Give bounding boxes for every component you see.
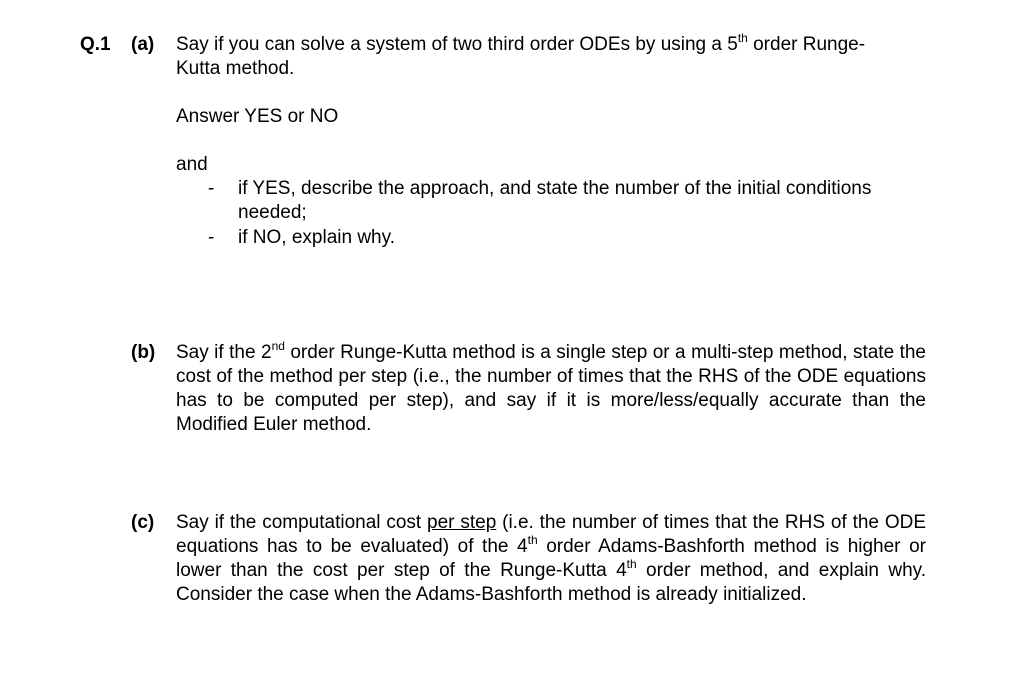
part-c-question: [176, 511, 926, 607]
bullet-text-no: if NO, explain why.: [238, 227, 395, 248]
part-b-question: [176, 338, 927, 437]
part-a-line-1-sup: th: [737, 30, 748, 45]
part-a-label: (a): [131, 34, 155, 55]
part-a-question: [176, 30, 926, 81]
part-b-label: (b): [131, 342, 156, 363]
bullet-text-yes: if YES, describe the approach, and state the number of the initial conditions needed;: [238, 178, 872, 223]
part-b-pre: Say if the 2: [176, 342, 272, 363]
part-c-pre: Say if the computational cost: [176, 512, 428, 533]
part-a-line-1: [176, 30, 926, 57]
and-text: and: [176, 154, 208, 175]
part-b-sup: nd: [271, 338, 285, 353]
question-number: Q.1: [80, 34, 111, 55]
part-c-mid-2: order Adams-Bashforth method is higher or lower than the cost per step of the Runge-Kutta 4: [176, 536, 926, 581]
part-c-mid-1: (i.e. the number of times that the RHS of the ODE equations has to be evaluated) of the 4: [176, 512, 927, 557]
part-a-line-1-pre: Say if you can solve a system of two third order ODEs by using a 5: [176, 34, 738, 55]
part-c-sup-2: th: [626, 556, 637, 571]
part-a-line-2: Kutta method.: [176, 58, 295, 79]
part-a-line-1-post: order Runge-: [747, 34, 866, 55]
part-c-underlined: per step: [427, 512, 497, 533]
part-c-post: order method, and explain why. Consider the case when the Adams-Bashforth method is already initialized.: [176, 560, 927, 605]
bullet-marker-yes: -: [208, 178, 215, 199]
answer-prompt: Answer YES or NO: [176, 106, 339, 127]
part-b-post: order Runge-Kutta method is a single step or a multi-step method, state the cost of the method per step (i.e., the number of times that the RHS of the ODE equations has to be computed per step), and say if it is more/less/equally accurate than the Modified Euler method.: [176, 342, 927, 435]
part-c-label: (c): [131, 512, 155, 533]
part-c-sup-1: th: [527, 532, 538, 547]
bullet-marker-no: -: [208, 227, 215, 248]
